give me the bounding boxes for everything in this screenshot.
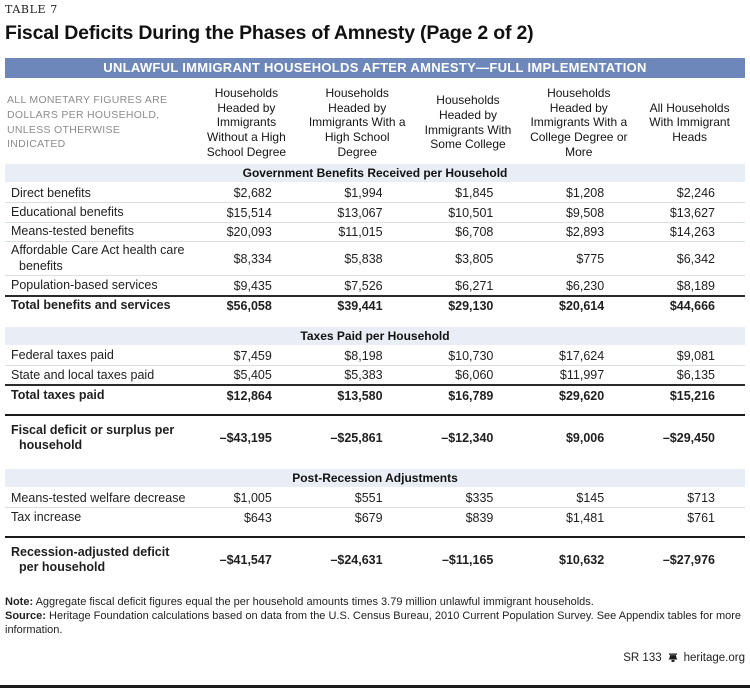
cell-value: $1,208 (565, 186, 605, 201)
table-row (5, 241, 745, 276)
cell-value: $9,435 (233, 278, 272, 293)
page-title: Fiscal Deficits During the Phases of Amnesty (Page 2 of 2) (5, 22, 534, 44)
section-header: Post-Recession Adjustments (5, 469, 745, 487)
row-label: Population-based services (11, 277, 158, 292)
table-row (5, 295, 745, 315)
table-row (5, 507, 745, 526)
cell-value: $29,620 (559, 388, 605, 403)
cell-value: $9,508 (565, 205, 605, 220)
column-header-some-college: Households Headed by Immigrants With Some College (424, 93, 512, 152)
cell-value: $775 (576, 251, 605, 266)
cell-value: $13,580 (337, 388, 383, 403)
cell-value: $8,198 (344, 349, 383, 363)
cell-value: $10,632 (559, 552, 605, 567)
cell-value: $9,081 (676, 349, 715, 363)
table-row (5, 489, 745, 507)
cell-value: $44,666 (669, 298, 715, 313)
cell-value: $17,624 (559, 349, 605, 363)
cell-value: $15,216 (669, 388, 715, 403)
source-label: Source: (5, 609, 46, 622)
table-section (5, 327, 745, 457)
table-row (5, 275, 745, 294)
cell-value: $335 (465, 491, 494, 506)
cell-value: –$12,340 (441, 430, 494, 445)
cell-value: $6,230 (565, 278, 605, 293)
report-footer (5, 652, 745, 664)
table-banner: UNLAWFUL IMMIGRANT HOUSEHOLDS AFTER AMNESTY—FULL IMPLEMENTATION (5, 58, 745, 78)
cell-value: $39,441 (337, 298, 383, 313)
cell-value: $56,058 (226, 298, 272, 313)
cell-value: $11,015 (338, 224, 383, 239)
cell-value: $7,459 (233, 349, 272, 363)
row-label: Means-tested benefits (11, 224, 134, 239)
table-number: TABLE 7 (5, 3, 58, 16)
cell-value: $3,805 (455, 251, 494, 266)
row-label: State and local taxes paid (11, 367, 155, 382)
column-header-all-households: All Households With Immigrant Heads (649, 100, 730, 144)
cell-value: $6,271 (455, 278, 494, 293)
row-label: Means-tested welfare decrease (11, 490, 186, 505)
cell-value: $2,682 (233, 186, 272, 201)
source-line (5, 610, 745, 638)
cell-value: $16,789 (448, 388, 494, 403)
cell-value: $11,997 (559, 368, 605, 383)
column-header-no-hs-degree: Households Headed by Immigrants Without a High School Degree (206, 86, 287, 159)
cell-value: –$25,861 (330, 430, 383, 445)
cell-value: $2,246 (676, 186, 715, 201)
column-header-college-degree: Households Headed by Immigrants With a College Degree or More (530, 86, 628, 159)
cell-value: $679 (354, 510, 383, 525)
table-row (5, 384, 745, 404)
row-label: Direct benefits (11, 185, 91, 200)
cell-value: $8,189 (676, 278, 715, 293)
cell-value: –$27,976 (662, 552, 715, 567)
cell-value: $5,405 (233, 368, 272, 383)
heritage-site-link[interactable]: heritage.org (683, 652, 745, 665)
row-label: Total benefits and services (11, 298, 171, 313)
table-row (5, 536, 745, 580)
table-section (5, 469, 745, 579)
row-label: Federal taxes paid (11, 348, 114, 363)
table-row (5, 202, 745, 221)
table-row (5, 222, 745, 241)
cell-value: –$43,195 (219, 430, 272, 445)
cell-value: $5,838 (344, 251, 383, 266)
section-header: Government Benefits Received per Household (5, 164, 745, 182)
table-body (5, 164, 745, 579)
row-label: Recession-adjusted deficit per household (11, 544, 170, 574)
cell-value: $20,614 (559, 298, 605, 313)
cell-value: –$11,165 (441, 552, 494, 567)
table-row (5, 365, 745, 384)
cell-value: $839 (465, 510, 494, 525)
cell-value: $12,864 (226, 388, 272, 403)
cell-value: $13,067 (337, 205, 383, 220)
cell-value: –$41,547 (219, 552, 272, 567)
cell-value: $10,501 (448, 205, 494, 220)
note-text: Aggregate fiscal deficit figures equal the per household amounts times 3.79 million unlawful immigrant households. (35, 596, 594, 609)
section-header: Taxes Paid per Household (5, 327, 745, 345)
table-section (5, 164, 745, 315)
cell-value: $2,893 (565, 224, 605, 239)
cell-value: $551 (354, 491, 383, 506)
cell-value: $7,526 (344, 278, 383, 293)
cell-value: $761 (687, 510, 715, 525)
row-label: Educational benefits (11, 204, 124, 219)
cell-value: $8,334 (233, 251, 272, 266)
cell-value: –$29,450 (662, 430, 715, 445)
cell-value: $1,845 (455, 186, 494, 201)
cell-value: –$24,631 (330, 552, 383, 567)
cell-value: $15,514 (226, 205, 272, 220)
cell-value: $1,994 (344, 186, 383, 201)
note-label: Note: (5, 596, 34, 609)
cell-value: $713 (687, 491, 715, 506)
cell-value: $6,060 (455, 368, 494, 383)
cell-value: $6,708 (455, 224, 494, 239)
source-text: Heritage Foundation calculations based on data from the U.S. Census Bureau, 2010 Current Population Survey. See Appendix tables for more information. (5, 609, 742, 636)
row-label: Fiscal deficit or surplus per household (11, 422, 175, 452)
row-label: Tax increase (11, 509, 82, 524)
row-label: Affordable Care Act health care benefits (11, 243, 185, 273)
footnotes (5, 596, 745, 637)
cell-value: $14,263 (669, 224, 715, 239)
cell-value: $145 (576, 491, 605, 506)
cell-value: $5,383 (344, 368, 383, 383)
column-header-row (5, 86, 745, 159)
table-row (5, 184, 745, 202)
row-label: Total taxes paid (11, 387, 105, 402)
cell-value: $13,627 (669, 205, 715, 220)
note-line (5, 596, 745, 610)
cell-value: $1,005 (233, 491, 272, 506)
cell-value: $9,006 (565, 430, 605, 445)
heritage-bell-icon (667, 652, 679, 664)
table-row (5, 414, 745, 458)
cell-value: $29,130 (448, 298, 494, 313)
cell-value: $10,730 (448, 349, 494, 363)
cell-value: $6,342 (676, 251, 715, 266)
corner-note: ALL MONETARY FIGURES ARE DOLLARS PER HOUSEHOLD, UNLESS OTHERWISE INDICATED (7, 94, 168, 151)
table-row (5, 347, 745, 365)
report-id: SR 133 (623, 652, 662, 665)
column-header-hs-degree: Households Headed by Immigrants With a High School Degree (308, 86, 406, 159)
cell-value: $20,093 (226, 224, 272, 239)
cell-value: $6,135 (676, 368, 715, 383)
cell-value: $1,481 (565, 510, 605, 525)
cell-value: $643 (243, 510, 272, 525)
